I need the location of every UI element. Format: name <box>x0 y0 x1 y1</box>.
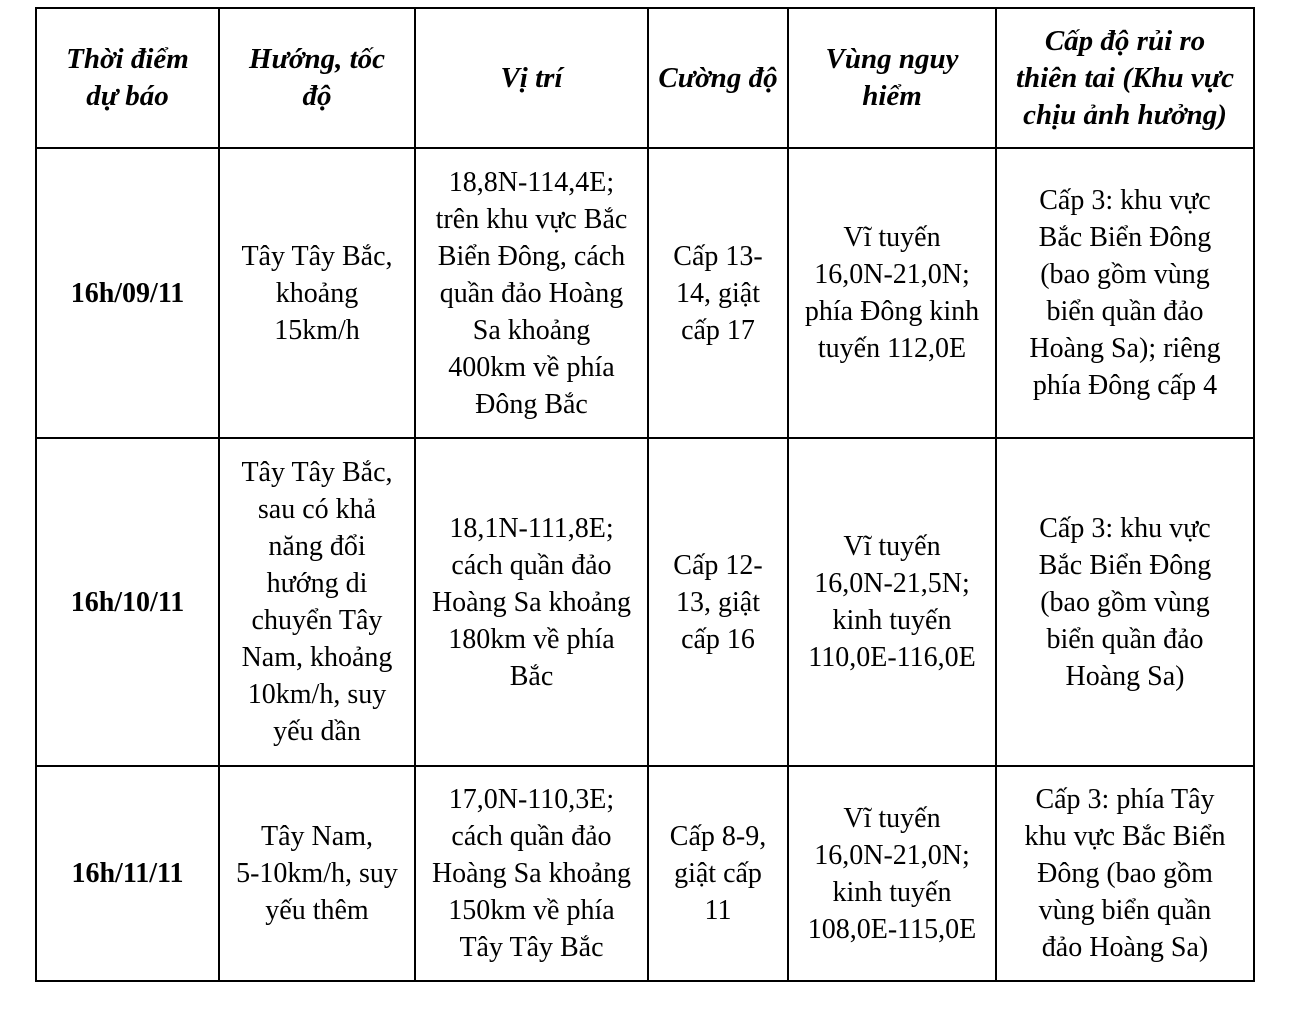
position-cell: 17,0N-110,3E; cách quần đảo Hoàng Sa khoảng 150km về phía Tây Tây Bắc <box>415 766 648 981</box>
table-row <box>36 438 1254 766</box>
header-danger-zone: Vùng nguy hiểm <box>788 8 996 148</box>
forecast-time-cell: 16h/11/11 <box>36 766 219 981</box>
intensity-cell: Cấp 8-9, giật cấp 11 <box>648 766 788 981</box>
forecast-time-cell: 16h/10/11 <box>36 438 219 766</box>
direction-speed-cell: Tây Tây Bắc, khoảng 15km/h <box>219 148 415 438</box>
risk-level-cell: Cấp 3: khu vực Bắc Biển Đông (bao gồm vùng biển quần đảo Hoàng Sa); riêng phía Đông cấp 4 <box>996 148 1254 438</box>
forecast-time-cell: 16h/09/11 <box>36 148 219 438</box>
direction-speed-cell: Tây Tây Bắc, sau có khả năng đổi hướng di chuyển Tây Nam, khoảng 10km/h, suy yếu dần <box>219 438 415 766</box>
forecast-table <box>35 7 1255 982</box>
position-cell: 18,8N-114,4E; trên khu vực Bắc Biển Đông, cách quần đảo Hoàng Sa khoảng 400km về phía Đông Bắc <box>415 148 648 438</box>
risk-level-cell: Cấp 3: phía Tây khu vực Bắc Biển Đông (bao gồm vùng biển quần đảo Hoàng Sa) <box>996 766 1254 981</box>
header-intensity: Cường độ <box>648 8 788 148</box>
intensity-cell: Cấp 13- 14, giật cấp 17 <box>648 148 788 438</box>
danger-zone-cell: Vĩ tuyến 16,0N-21,5N; kinh tuyến 110,0E-116,0E <box>788 438 996 766</box>
header-forecast-time: Thời điểm dự báo <box>36 8 219 148</box>
header-direction-speed: Hướng, tốc độ <box>219 8 415 148</box>
position-cell: 18,1N-111,8E; cách quần đảo Hoàng Sa khoảng 180km về phía Bắc <box>415 438 648 766</box>
header-position: Vị trí <box>415 8 648 148</box>
danger-zone-cell: Vĩ tuyến 16,0N-21,0N; kinh tuyến 108,0E-115,0E <box>788 766 996 981</box>
intensity-cell: Cấp 12- 13, giật cấp 16 <box>648 438 788 766</box>
header-risk-level: Cấp độ rủi ro thiên tai (Khu vực chịu ảnh hưởng) <box>996 8 1254 148</box>
header-row <box>36 8 1254 148</box>
danger-zone-cell: Vĩ tuyến 16,0N-21,0N; phía Đông kinh tuyến 112,0E <box>788 148 996 438</box>
direction-speed-cell: Tây Nam, 5-10km/h, suy yếu thêm <box>219 766 415 981</box>
table-row <box>36 148 1254 438</box>
table-row <box>36 766 1254 981</box>
risk-level-cell: Cấp 3: khu vực Bắc Biển Đông (bao gồm vùng biển quần đảo Hoàng Sa) <box>996 438 1254 766</box>
